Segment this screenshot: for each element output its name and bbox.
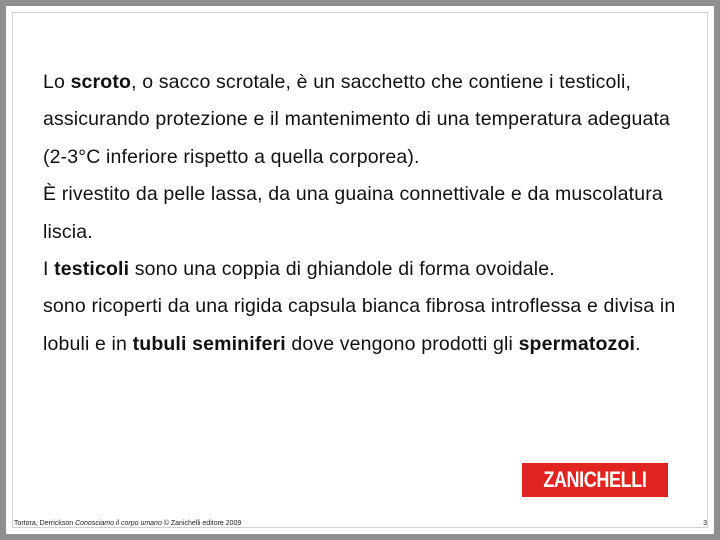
text-run: Lo: [43, 71, 71, 93]
page-number: 3: [703, 520, 707, 527]
footer-title: Conosciamo il corpo umano: [75, 520, 162, 527]
term-spermatozoi: spermatozoi: [518, 332, 636, 355]
text-run: sono ricoperti da una rigida capsula bianca fibrosa introflessa e divisa in lobuli e in: [43, 295, 676, 355]
term-testicoli: testicoli: [54, 258, 130, 281]
term-tubuli-seminiferi: tubuli seminiferi: [132, 332, 286, 355]
footer-authors: Tortora, Derrickson: [14, 520, 76, 527]
text-run: , o sacco scrotale, è un sacchetto che contiene i testicoli, assicurando protezione e il mantenimento di una temperatura adeguata (2-3°C inferiore rispetto a quella corporea).: [43, 71, 671, 168]
paragraph-rivestito: È rivestito da pelle lassa, da una guaina connettivale e da muscolatura liscia.: [43, 183, 663, 243]
paragraph-testicoli: [43, 251, 683, 288]
footer-publisher: © Zanichelli editore 2009: [161, 520, 242, 527]
paragraph-scroto: [43, 64, 683, 176]
text-run: I: [43, 258, 55, 281]
text-run: .: [635, 332, 641, 355]
paragraph-capsula: [43, 288, 683, 363]
footer-credit: [14, 520, 241, 527]
slide-body: [43, 64, 683, 363]
text-run: dove vengono prodotti gli: [285, 332, 519, 355]
term-scroto: scroto: [70, 71, 132, 93]
logo-text: ZANICHELLI: [543, 467, 647, 492]
zanichelli-logo: [522, 463, 668, 497]
text-run: sono una coppia di ghiandole di forma ovoidale.: [129, 258, 555, 281]
